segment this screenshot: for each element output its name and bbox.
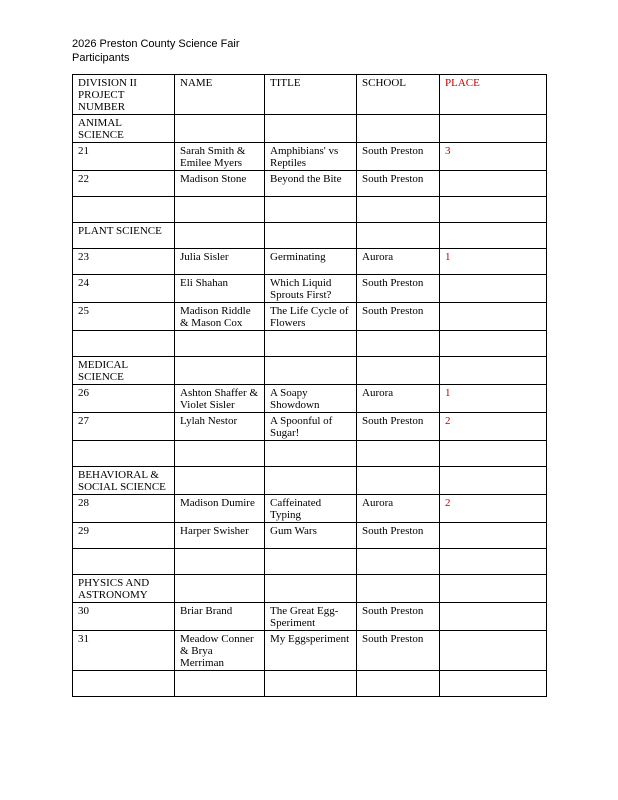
cell-school: South Preston <box>357 275 440 303</box>
cell-place <box>440 603 547 631</box>
cell-school: South Preston <box>357 143 440 171</box>
table-row <box>73 495 547 523</box>
table-row <box>73 171 547 197</box>
cell-title: The Great Egg-Speriment <box>265 603 357 631</box>
cell-school: Aurora <box>357 249 440 275</box>
table-row <box>73 631 547 671</box>
header-title: TITLE <box>265 75 357 115</box>
table-row <box>73 143 547 171</box>
table-row <box>73 603 547 631</box>
cell-place <box>440 523 547 549</box>
section-label: PHYSICS AND ASTRONOMY <box>73 575 175 603</box>
section-row-physics <box>73 575 547 603</box>
cell-title: My Eggsperiment <box>265 631 357 671</box>
cell-name: Madison Stone <box>175 171 265 197</box>
empty-row <box>73 671 547 697</box>
section-row-plant <box>73 223 547 249</box>
cell-school: South Preston <box>357 413 440 441</box>
cell-title: Which Liquid Sprouts First? <box>265 275 357 303</box>
cell-name: Sarah Smith & Emilee Myers <box>175 143 265 171</box>
cell-title: Germinating <box>265 249 357 275</box>
cell-place: 1 <box>440 385 547 413</box>
cell-school: Aurora <box>357 495 440 523</box>
cell-place <box>440 303 547 331</box>
cell-place <box>440 171 547 197</box>
table-row <box>73 249 547 275</box>
participants-table <box>72 74 547 697</box>
cell-place: 2 <box>440 495 547 523</box>
cell-number: 29 <box>73 523 175 549</box>
table-header-row <box>73 75 547 115</box>
document-heading <box>72 37 240 65</box>
header-name: NAME <box>175 75 265 115</box>
cell-number: 23 <box>73 249 175 275</box>
table-row <box>73 385 547 413</box>
section-label: ANIMAL SCIENCE <box>73 115 175 143</box>
empty-row <box>73 549 547 575</box>
section-label: MEDICAL SCIENCE <box>73 357 175 385</box>
table-row <box>73 303 547 331</box>
section-row-animal <box>73 115 547 143</box>
empty-row <box>73 197 547 223</box>
cell-place <box>440 275 547 303</box>
header-number: DIVISION II PROJECT NUMBER <box>73 75 175 115</box>
cell-name: Meadow Conner & Brya Merriman <box>175 631 265 671</box>
cell-school: South Preston <box>357 603 440 631</box>
cell-number: 28 <box>73 495 175 523</box>
cell-title: The Life Cycle of Flowers <box>265 303 357 331</box>
cell-number: 26 <box>73 385 175 413</box>
header-school: SCHOOL <box>357 75 440 115</box>
cell-school: South Preston <box>357 303 440 331</box>
section-label: BEHAVIORAL & SOCIAL SCIENCE <box>73 467 175 495</box>
cell-school: Aurora <box>357 385 440 413</box>
section-row-behavioral <box>73 467 547 495</box>
cell-number: 24 <box>73 275 175 303</box>
cell-place: 3 <box>440 143 547 171</box>
cell-school: South Preston <box>357 171 440 197</box>
cell-title: Gum Wars <box>265 523 357 549</box>
cell-title: Caffeinated Typing <box>265 495 357 523</box>
empty-row <box>73 441 547 467</box>
cell-number: 22 <box>73 171 175 197</box>
cell-title: A Soapy Showdown <box>265 385 357 413</box>
section-label: PLANT SCIENCE <box>73 223 175 249</box>
cell-school: South Preston <box>357 523 440 549</box>
cell-number: 25 <box>73 303 175 331</box>
cell-number: 21 <box>73 143 175 171</box>
cell-name: Ashton Shaffer & Violet Sisler <box>175 385 265 413</box>
header-place: PLACE <box>440 75 547 115</box>
cell-name: Julia Sisler <box>175 249 265 275</box>
cell-number: 27 <box>73 413 175 441</box>
section-row-medical <box>73 357 547 385</box>
document-subtitle: Participants <box>72 52 130 64</box>
table-row <box>73 275 547 303</box>
cell-school: South Preston <box>357 631 440 671</box>
cell-name: Harper Swisher <box>175 523 265 549</box>
table-row <box>73 523 547 549</box>
cell-name: Eli Shahan <box>175 275 265 303</box>
cell-number: 31 <box>73 631 175 671</box>
cell-name: Madison Dumire <box>175 495 265 523</box>
cell-title: Amphibians' vs Reptiles <box>265 143 357 171</box>
cell-place <box>440 631 547 671</box>
cell-place: 1 <box>440 249 547 275</box>
table-row <box>73 413 547 441</box>
cell-name: Lylah Nestor <box>175 413 265 441</box>
cell-number: 30 <box>73 603 175 631</box>
cell-name: Madison Riddle & Mason Cox <box>175 303 265 331</box>
cell-name: Briar Brand <box>175 603 265 631</box>
cell-title: Beyond the Bite <box>265 171 357 197</box>
cell-title: A Spoonful of Sugar! <box>265 413 357 441</box>
document-title: 2026 Preston County Science Fair <box>72 38 240 50</box>
cell-place: 2 <box>440 413 547 441</box>
empty-row <box>73 331 547 357</box>
